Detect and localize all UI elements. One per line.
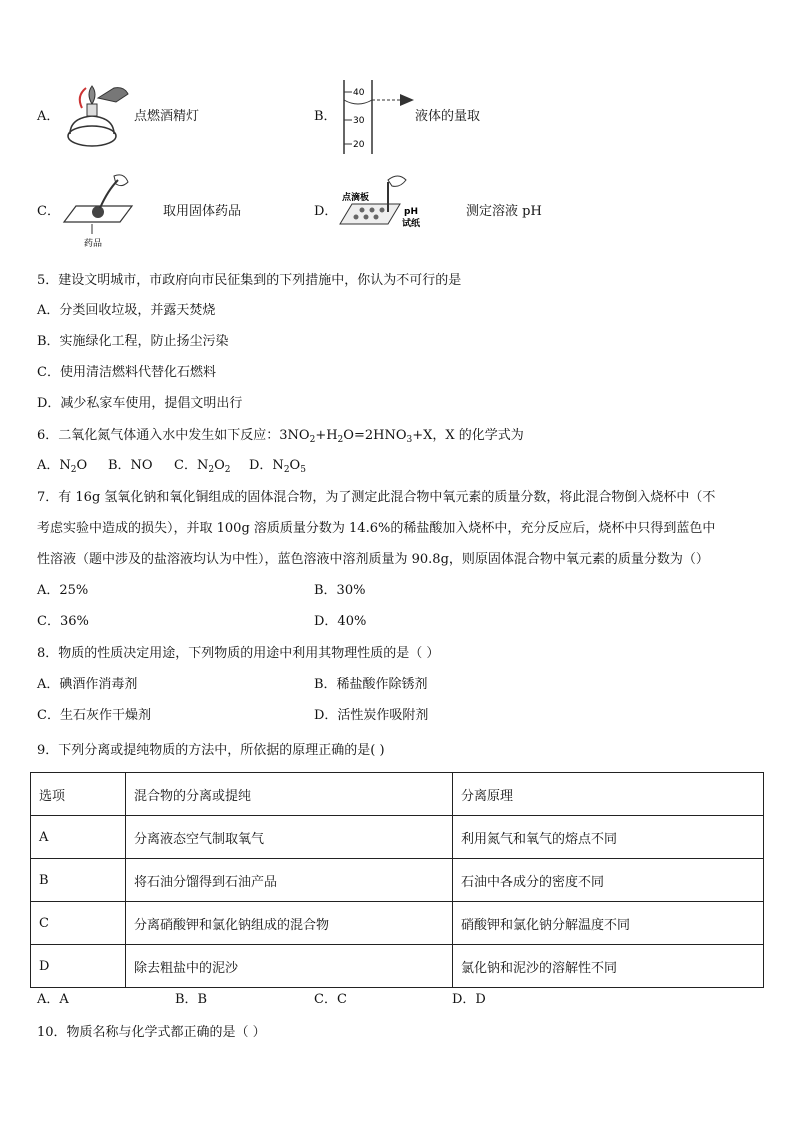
q7-option-c: C．36%: [37, 614, 89, 629]
tick-30: 30: [353, 116, 365, 126]
q9-option-b: B．B: [175, 992, 208, 1007]
q4-option-d-text: 测定溶液 pH: [466, 204, 542, 219]
q7-option-a: A．25%: [37, 583, 89, 598]
table-header-cell: 选项: [31, 773, 126, 816]
q4-option-c-letter: C．: [37, 204, 60, 219]
q4-option-a-letter: A．: [37, 109, 60, 124]
q4-option-c-text: 取用固体药品: [163, 204, 242, 219]
q7-stem-line-3: 性溶液（题中涉及的盐溶液均认为中性），蓝色溶液中溶剂质量为 90.8g，则原固体混合物中氧元素的质量分数为（）: [37, 552, 709, 567]
tick-20: 20: [353, 140, 365, 150]
q7-option-b: B．30%: [314, 583, 366, 598]
q5-option-a: A．分类回收垃圾，并露天焚烧: [37, 303, 216, 318]
table-cell: 分离液态空气制取氧气: [126, 816, 453, 859]
table-row: [31, 859, 764, 902]
q7-stem-line-1: 7．有 16g 氢氧化钠和氧化铜组成的固体混合物，为了测定此混合物中氧元素的质量分数，将此混合物倒入烧杯中（不: [37, 490, 716, 505]
q9-option-c: C．C: [314, 992, 347, 1007]
paper-label: 试纸: [402, 219, 421, 229]
q6-option-d: D．$N_2O_5$: [249, 458, 306, 475]
graduated-cylinder-figure: [338, 78, 418, 156]
table-cell: D: [31, 945, 126, 988]
table-cell: 分离硝酸钾和氯化钠组成的混合物: [126, 902, 453, 945]
q5-stem: 5．建设文明城市，市政府向市民征集到的下列措施中，你认为不可行的是: [37, 273, 462, 288]
table-cell: 利用氮气和氧气的熔点不同: [453, 816, 764, 859]
solid-reagent-figure: [62, 172, 138, 252]
q9-stem: 9．下列分离或提纯物质的方法中，所依据的原理正确的是( ): [37, 743, 385, 758]
table-cell: 氯化钠和泥沙的溶解性不同: [453, 945, 764, 988]
q6-stem: 6．二氧化氮气体通入水中发生如下反应：$3NO_2+H_2O=2HNO_3+X$，X 的化学式为: [37, 428, 524, 445]
q8-option-d: D．活性炭作吸附剂: [314, 708, 429, 723]
q8-option-b: B．稀盐酸作除锈剂: [314, 677, 428, 692]
q8-option-c: C．生石灰作干燥剂: [37, 708, 151, 723]
table-cell: 石油中各成分的密度不同: [453, 859, 764, 902]
q9-option-d: D．D: [452, 992, 486, 1007]
q5-option-c: C．使用清洁燃料代替化石燃料: [37, 365, 216, 380]
q8-option-a: A．碘酒作消毒剂: [37, 677, 138, 692]
q5-option-d: D．减少私家车使用，提倡文明出行: [37, 396, 243, 411]
table-cell: 将石油分馏得到石油产品: [126, 859, 453, 902]
q6-option-a: A．$N_2O$: [37, 458, 88, 475]
table-header-cell: 混合物的分离或提纯: [126, 773, 453, 816]
q7-option-d: D．40%: [314, 614, 367, 629]
q9-option-a: A．A: [37, 992, 69, 1007]
q4-option-a-text: 点燃酒精灯: [134, 109, 200, 124]
ph-label: pH: [404, 207, 418, 217]
table-cell: 除去粗盐中的泥沙: [126, 945, 453, 988]
plate-label: 点滴板: [342, 193, 370, 203]
solid-label: 药品: [84, 239, 103, 249]
q7-stem-line-2: 考虑实验中造成的损失），并取 100g 溶质质量分数为 14.6%的稀盐酸加入烧杯中，充分反应后，烧杯中只得到蓝色中: [37, 521, 716, 536]
alcohol-lamp-figure: [62, 78, 132, 150]
q6-option-c: C．$N_2O_2$: [174, 458, 231, 475]
q4-option-d-letter: D．: [314, 204, 338, 219]
separation-table: [30, 772, 764, 988]
tick-40: 40: [353, 88, 365, 98]
table-header-cell: 分离原理: [453, 773, 764, 816]
table-row: [31, 945, 764, 988]
q5-option-b: B．实施绿化工程，防止扬尘污染: [37, 334, 229, 349]
table-cell: 硝酸钾和氯化钠分解温度不同: [453, 902, 764, 945]
table-row: [31, 902, 764, 945]
ph-test-figure: [338, 172, 430, 234]
q10-stem: 10．物质名称与化学式都正确的是（ ）: [37, 1025, 266, 1040]
q4-option-b-text: 液体的量取: [415, 109, 481, 124]
q6-option-b: B．NO: [108, 458, 153, 473]
table-row: [31, 816, 764, 859]
table-header-row: [31, 773, 764, 816]
q8-stem: 8．物质的性质决定用途，下列物质的用途中利用其物理性质的是（ ）: [37, 646, 440, 661]
table-cell: A: [31, 816, 126, 859]
table-cell: B: [31, 859, 126, 902]
table-cell: C: [31, 902, 126, 945]
q4-option-b-letter: B．: [314, 109, 337, 124]
